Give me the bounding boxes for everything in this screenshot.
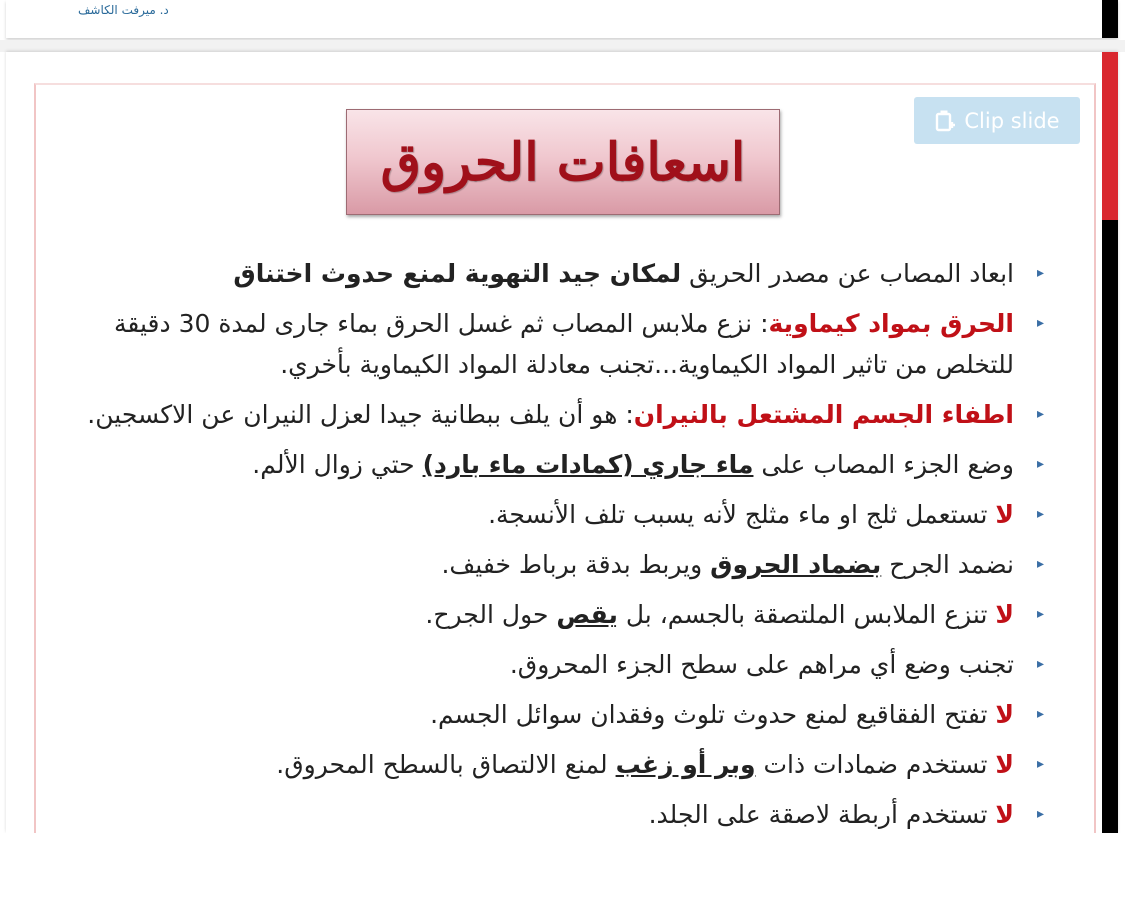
bullet-marker-icon: ▸ bbox=[1036, 456, 1044, 472]
page-bottom bbox=[0, 833, 1125, 903]
slide-content bbox=[34, 83, 1096, 833]
bullet-text: اطفاء الجسم المشتعل بالنيران bbox=[633, 400, 1014, 429]
author-name-link[interactable]: د. ميرفت الكاشف bbox=[78, 3, 169, 17]
bullet-text: لا bbox=[995, 700, 1014, 729]
bullet-text: وبر أو زغب bbox=[615, 750, 756, 779]
bullet-marker-icon: ▸ bbox=[1036, 706, 1044, 722]
slide-title-box bbox=[346, 109, 780, 215]
bullet-text: لمنع الالتصاق بالسطح المحروق. bbox=[276, 750, 616, 779]
slide-separator bbox=[0, 40, 1125, 52]
bullet-text: تجنب وضع أي مراهم على سطح الجزء المحروق. bbox=[509, 650, 1014, 679]
bullet-text: تنزع الملابس الملتصقة بالجسم، بل bbox=[617, 600, 996, 629]
bullet-marker-icon: ▸ bbox=[1036, 656, 1044, 672]
bullet-text: تفتح الفقاقيع لمنع حدوث تلوث وفقدان سوائل الجسم. bbox=[430, 700, 996, 729]
bullet-text: وضع الجزء المصاب على bbox=[753, 450, 1014, 479]
bullet-list bbox=[56, 253, 1044, 833]
bullet-item bbox=[56, 644, 1044, 685]
slide-card bbox=[6, 52, 1118, 833]
bullet-text: الحرق بمواد كيماوية bbox=[768, 309, 1014, 338]
bullet-text: نضمد الجرح bbox=[881, 550, 1014, 579]
clip-icon bbox=[934, 109, 956, 133]
bullet-text: : نزع ملابس المصاب ثم غسل الحرق بماء جارى لمدة 30 دقيقة للتخلص من تاثير المواد الكيماوية...تجنب معادلة المواد الكيماوية بأخري. bbox=[113, 309, 1014, 379]
bullet-text: ويربط بدقة برباط خفيف. bbox=[441, 550, 711, 579]
clip-slide-label: Clip slide bbox=[964, 108, 1060, 133]
bullet-text: تستخدم ضمادات ذات bbox=[755, 750, 996, 779]
bullet-marker-icon: ▸ bbox=[1036, 806, 1044, 822]
bullet-text: لا bbox=[995, 800, 1014, 829]
bullet-text: بضماد الحروق bbox=[710, 550, 882, 579]
bullet-text: لا bbox=[995, 750, 1014, 779]
bullet-text: يقص bbox=[556, 600, 618, 629]
bullet-marker-icon: ▸ bbox=[1036, 506, 1044, 522]
bullet-marker-icon: ▸ bbox=[1036, 265, 1044, 281]
previous-slide-card bbox=[6, 0, 1118, 38]
bullet-item bbox=[56, 494, 1044, 535]
bullet-text: : هو أن يلف ببطانية جيدا لعزل النيران عن الاكسجين. bbox=[87, 400, 634, 429]
bullet-item bbox=[56, 744, 1044, 785]
bullet-item bbox=[56, 303, 1044, 385]
bullet-item bbox=[56, 794, 1044, 833]
bullet-marker-icon: ▸ bbox=[1036, 756, 1044, 772]
bullet-text: ماء جاري (كمادات ماء بارد) bbox=[422, 450, 754, 479]
bullet-marker-icon: ▸ bbox=[1036, 406, 1044, 422]
bullet-text: تستخدم أربطة لاصقة على الجلد. bbox=[648, 800, 996, 829]
bullet-item bbox=[56, 444, 1044, 485]
bullet-text: حتي زوال الألم. bbox=[252, 450, 423, 479]
bullet-marker-icon: ▸ bbox=[1036, 606, 1044, 622]
scrollbar-thumb[interactable] bbox=[1102, 52, 1118, 220]
bullet-text: ابعاد المصاب عن مصدر الحريق bbox=[681, 259, 1014, 288]
bullet-text: حول الجرح. bbox=[425, 600, 557, 629]
top-scrollbar[interactable] bbox=[1102, 0, 1118, 38]
bullet-item bbox=[56, 394, 1044, 435]
bullet-text: لمكان جيد التهوية لمنع حدوث اختناق bbox=[233, 259, 682, 288]
bullet-item bbox=[56, 694, 1044, 735]
bullet-item bbox=[56, 544, 1044, 585]
bullet-text: لا bbox=[995, 600, 1014, 629]
slide-title: اسعافات الحروق bbox=[380, 131, 746, 193]
bullet-item bbox=[56, 594, 1044, 635]
bullet-text: تستعمل ثلج او ماء مثلج لأنه يسبب تلف الأنسجة. bbox=[488, 500, 996, 529]
bullet-marker-icon: ▸ bbox=[1036, 556, 1044, 572]
bullet-marker-icon: ▸ bbox=[1036, 315, 1044, 331]
bullet-item bbox=[56, 253, 1044, 294]
clip-slide-button[interactable] bbox=[914, 97, 1080, 144]
bullet-text: لا bbox=[995, 500, 1014, 529]
